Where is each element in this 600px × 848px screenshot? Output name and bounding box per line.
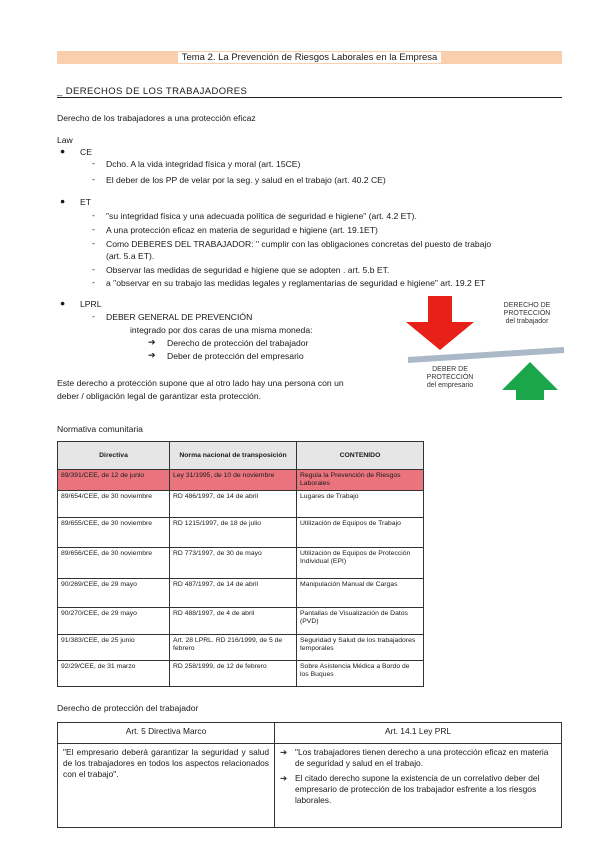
- lprl-arrow-item: Deber de protección del empresario: [167, 351, 304, 361]
- page-header: [57, 51, 562, 64]
- table-cell: 91/383/CEE, de 25 junio: [58, 635, 170, 661]
- table-row: [58, 470, 424, 491]
- ce-label: CE: [80, 147, 92, 157]
- table-cell: 90/269/CEE, de 29 mayo: [58, 579, 170, 608]
- bullet-icon: ●: [60, 298, 66, 308]
- bullet-icon: ●: [60, 196, 66, 206]
- table-cell: Manipulación Manual de Cargas: [297, 579, 424, 608]
- table-cell: Utilización de Equipos de Trabajo: [297, 518, 424, 548]
- et-label: ET: [80, 197, 91, 207]
- arrow-right-icon: ➔: [148, 350, 156, 360]
- table-row: [58, 661, 424, 687]
- table-row: [58, 491, 424, 518]
- balance-line: [408, 350, 564, 360]
- column-header: Art. 5 Directiva Marco: [58, 723, 275, 744]
- paragraph-line: Este derecho a protección supone que al otro lado hay una persona con un: [57, 378, 344, 388]
- dash-icon: -: [92, 238, 95, 248]
- et-item: "su integridad física y una adecuada política de seguridad e higiene" (art. 4.2 ET).: [106, 211, 417, 221]
- normativa-table: [57, 441, 424, 687]
- et-item: A una protección eficaz en materia de seguridad e higiene (art. 19.1ET): [106, 225, 378, 235]
- table-cell: RD 486/1997, de 14 de abril: [170, 491, 297, 518]
- column-header: Art. 14.1 Ley PRL: [275, 723, 562, 744]
- arrow-right-icon: ➔: [148, 337, 156, 347]
- table-cell: RD 773/1997, de 30 de mayo: [170, 548, 297, 579]
- diagram-top-label: DERECHO DE PROTECCIÓN del trabajador: [503, 302, 551, 325]
- table-cell: Ley 31/1995, de 10 de noviembre: [170, 470, 297, 491]
- table-cell: RD 487/1997, de 14 de abril: [170, 579, 297, 608]
- et-item: Observar las medidas de seguridad e higiene que se adopten . art. 5.b ET.: [106, 265, 390, 275]
- ce-item: El deber de los PP de velar por la seg. y salud en el trabajo (art. 40.2 CE): [106, 175, 386, 185]
- paragraph-line: deber / obligación legal de garantizar esta protección.: [57, 391, 261, 401]
- dash-icon: -: [92, 158, 95, 168]
- list-item: ➔ "Los trabajadores tienen derecho a una protección eficaz en materia de seguridad y salud en el trabajo.: [280, 747, 549, 768]
- table-cell: Lugares de Trabajo: [297, 491, 424, 518]
- table-cell: 89/654/CEE, de 30 noviembre: [58, 491, 170, 518]
- table-cell: RD 488/1997, de 4 de abril: [170, 608, 297, 635]
- arrow-right-icon: ➔: [280, 773, 288, 783]
- table-cell: Utilización de Equipos de Protección Individual (EPI): [297, 548, 424, 579]
- ce-item: Dcho. A la vida integridad física y moral (art. 15CE): [106, 159, 301, 169]
- section-title: _ DERECHOS DE LOS TRABAJADORES: [57, 86, 562, 98]
- table-cell: RD 258/1999, de 12 de febrero: [170, 661, 297, 687]
- table-row: [58, 548, 424, 579]
- dash-icon: -: [92, 264, 95, 274]
- et-item: Como DEBERES DEL TRABAJADOR: " cumplir con las obligaciones concretas del puesto de trabajo: [106, 239, 492, 249]
- column-header: CONTENIDO: [297, 442, 424, 470]
- column-header: Directiva: [58, 442, 170, 470]
- list-item: ➔ El citado derecho supone la existencia de un correlativo deber del empresario de protección de los trabajador esfrente a los riesgos laborales.: [280, 773, 540, 805]
- table-cell: [275, 744, 562, 828]
- table-cell: "El empresario deberá garantizar la seguridad y salud de los trabajadores en todos los aspectos relacionados con el trabajo".: [58, 744, 275, 828]
- dash-icon: -: [92, 311, 95, 321]
- table-cell: 89/655/CEE, de 30 noviembre: [58, 518, 170, 548]
- table-cell: Pantallas de Visualización de Datos (PVD): [297, 608, 424, 635]
- table-row: [58, 518, 424, 548]
- table-cell: Seguridad y Salud de los trabajadores temporales: [297, 635, 424, 661]
- table-cell: 90/270/CEE, de 29 mayo: [58, 608, 170, 635]
- intro-text: Derecho de los trabajadores a una protección eficaz: [57, 113, 256, 123]
- lprl-label: LPRL: [80, 299, 102, 309]
- dash-icon: -: [92, 277, 95, 287]
- table-row: [58, 608, 424, 635]
- table-cell: 89/656/CEE, de 30 noviembre: [58, 548, 170, 579]
- dash-icon: -: [92, 224, 95, 234]
- table-cell: Art. 28 LPRL. RD 216/1999, de 5 de febrero: [170, 635, 297, 661]
- et-item-cont: (art. 5.a ET).: [106, 251, 155, 261]
- proteccion-table: [57, 722, 562, 828]
- green-up-arrow-icon: [502, 362, 558, 400]
- table-header-row: [58, 442, 424, 470]
- arrow-right-icon: ➔: [280, 747, 288, 757]
- lprl-sub: integrado por dos caras de una misma moneda:: [130, 325, 313, 335]
- diagram-bottom-label: DEBER DE PROTECCIÓN del empresario: [426, 366, 474, 389]
- header-title: Tema 2. La Prevención de Riesgos Laborales en la Empresa: [178, 52, 442, 63]
- dash-icon: -: [92, 210, 95, 220]
- table-cell: 92/29/CEE, de 31 marzo: [58, 661, 170, 687]
- lprl-arrow-item: Derecho de protección del trabajador: [167, 338, 309, 348]
- bullet-icon: ●: [60, 146, 66, 156]
- red-down-arrow-icon: [406, 296, 474, 350]
- lprl-item: DEBER GENERAL DE PREVENCIÓN: [106, 312, 253, 322]
- table-row: [58, 579, 424, 608]
- et-item: a "observar en su trabajo las medidas legales y reglamentarias de seguridad e higiene" art. 19.2 ET: [106, 278, 486, 288]
- table-cell: 89/391/CEE, de 12 de junio: [58, 470, 170, 491]
- table-cell: Regula la Prevención de Riesgos Laborales: [297, 470, 424, 491]
- table-header-row: [58, 723, 562, 744]
- table-row: [58, 744, 562, 828]
- normativa-title: Normativa comunitaria: [57, 424, 143, 434]
- table-row: [58, 635, 424, 661]
- table-cell: Sobre Asistencia Médica a Bordo de los Buques: [297, 661, 424, 687]
- table-cell: RD 1215/1997, de 18 de julio: [170, 518, 297, 548]
- law-label: Law: [57, 135, 73, 145]
- dash-icon: -: [92, 174, 95, 184]
- proteccion-title: Derecho de protección del trabajador: [57, 703, 199, 713]
- column-header: Norma nacional de transposición: [170, 442, 297, 470]
